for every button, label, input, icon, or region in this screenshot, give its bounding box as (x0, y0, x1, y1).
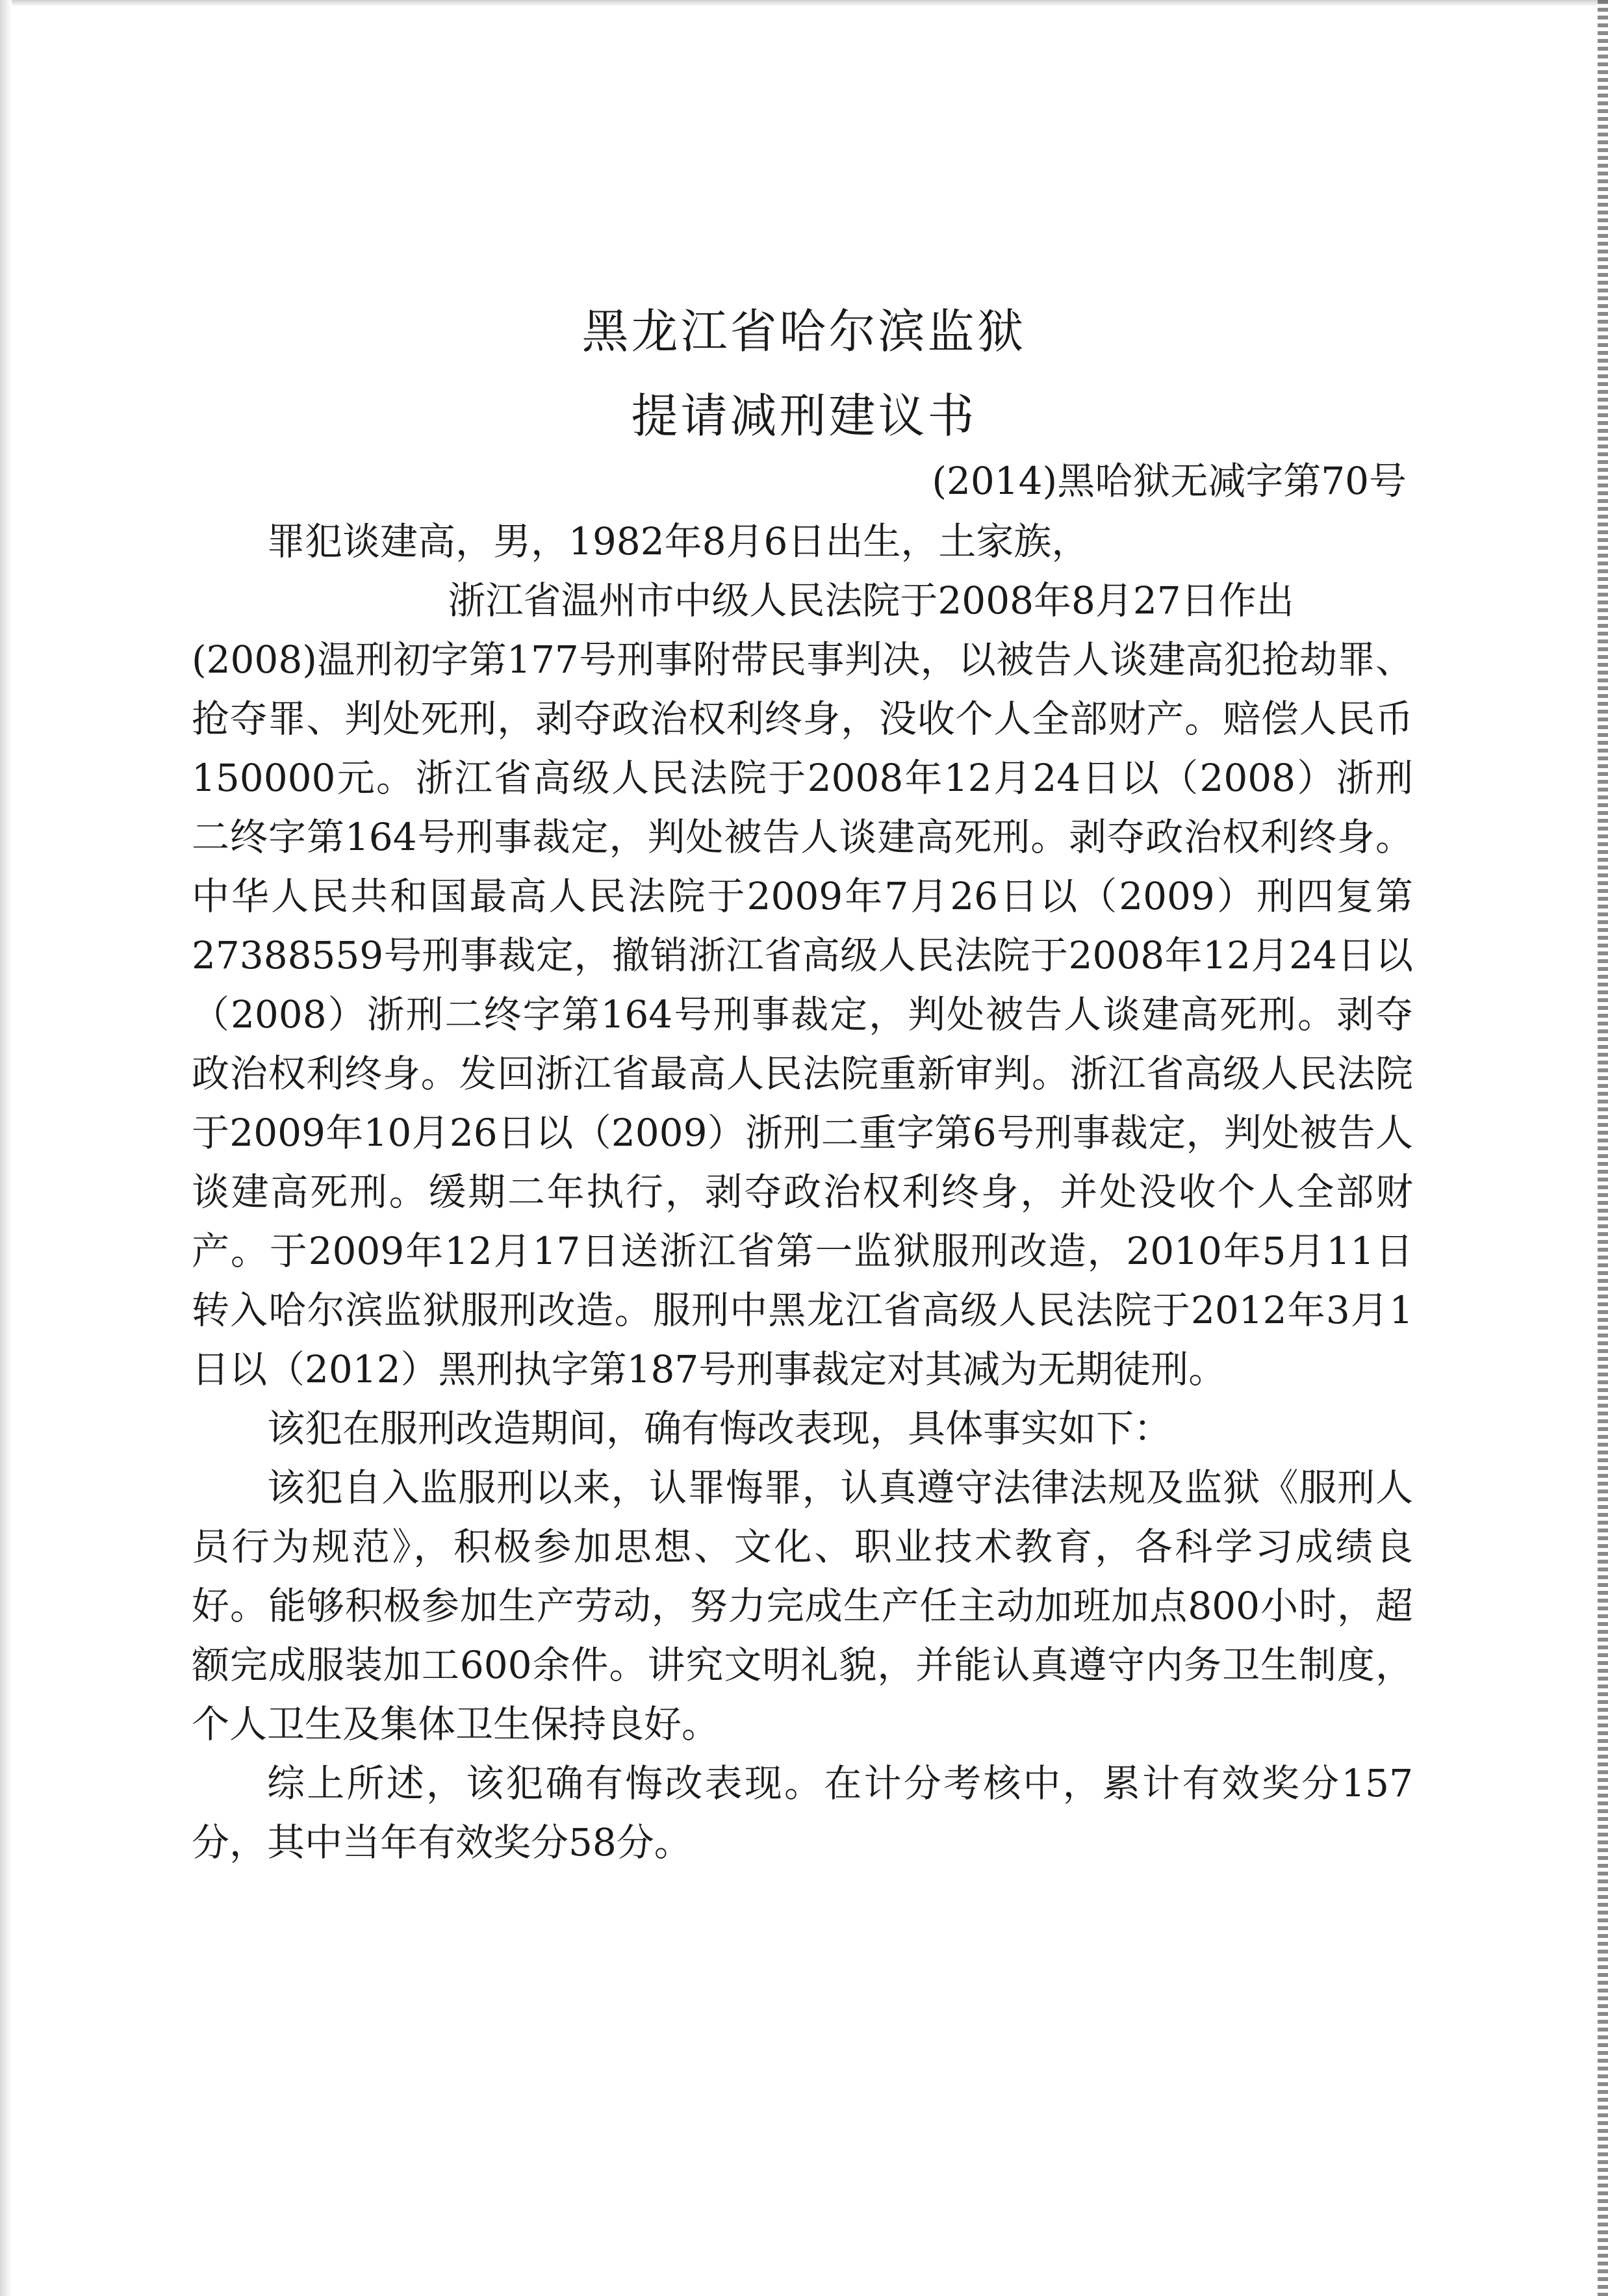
scan-top-edge (0, 0, 1608, 6)
paragraph-repentance-facts: 该犯自入监服刑以来，认罪悔罪，认真遵守法律法规及监狱《服刑人员行为规范》，积极参加思想、文化、职业技术教育，各科学习成绩良好。能够积极参加生产劳动，努力完成生产任主动加班加点800小时，超额完成服装加工600余件。讲究文明礼貌，并能认真遵守内务卫生制度，个人卫生及集体卫生保持良好。 (192, 1465, 1413, 1746)
paragraph-summary: 综上所述，该犯确有悔改表现。在计分考核中，累计有效奖分157分，其中当年有效奖分58分。 (192, 1761, 1413, 1864)
paragraph-court-intro: 浙江省温州市中级人民法院于2008年8月27日作出 (448, 578, 1294, 623)
document-title-line1: 黑龙江省哈尔滨监狱 (581, 304, 1027, 359)
paragraph-repentance-intro: 该犯在服刑改造期间，确有悔改表现，具体事实如下： (267, 1406, 1172, 1451)
document-title-line2: 提请减刑建议书 (631, 389, 977, 443)
paragraph-criminal-info: 罪犯谈建高，男，1982年8月6日出生，土家族， (267, 519, 1090, 563)
paragraph-sentence-history: (2008)温刑初字第177号刑事附带民事判决，以被告人谈建高犯抢劫罪、抢夺罪、判处死刑，剥夺政治权利终身，没收个人全部财产。赔偿人民币150000元。浙江省高级人民法院于2008年12月24日以（2008）浙刑二终字第164号刑事裁定，判处被告人谈建高死刑。剥夺政治权利终身。中华人民共和国最高人民法院于2009年7月26日以（2009）刑四复第27388559号刑事裁定，撤销浙江省高级人民法院于2008年12月24日以（2008）浙刑二终字第164号刑事裁定，判处被告人谈建高死刑。剥夺政治权利终身。发回浙江省最高人民法院重新审判。浙江省高级人民法院于2009年10月26日以（2009）浙刑二重字第6号刑事裁定，判处被告人谈建高死刑。缓期二年执行，剥夺政治权利终身，并处没收个人全部财产。于2009年12月17日送浙江省第一监狱服刑改造，2010年5月11日转入哈尔滨监狱服刑改造。服刑中黑龙江省高级人民法院于2012年3月1日以（2012）黑刑执字第187号刑事裁定对其减为无期徒刑。 (192, 638, 1413, 1391)
document-body (192, 512, 1413, 1872)
document-number: (2014)黑哈狱无减字第70号 (932, 459, 1407, 503)
